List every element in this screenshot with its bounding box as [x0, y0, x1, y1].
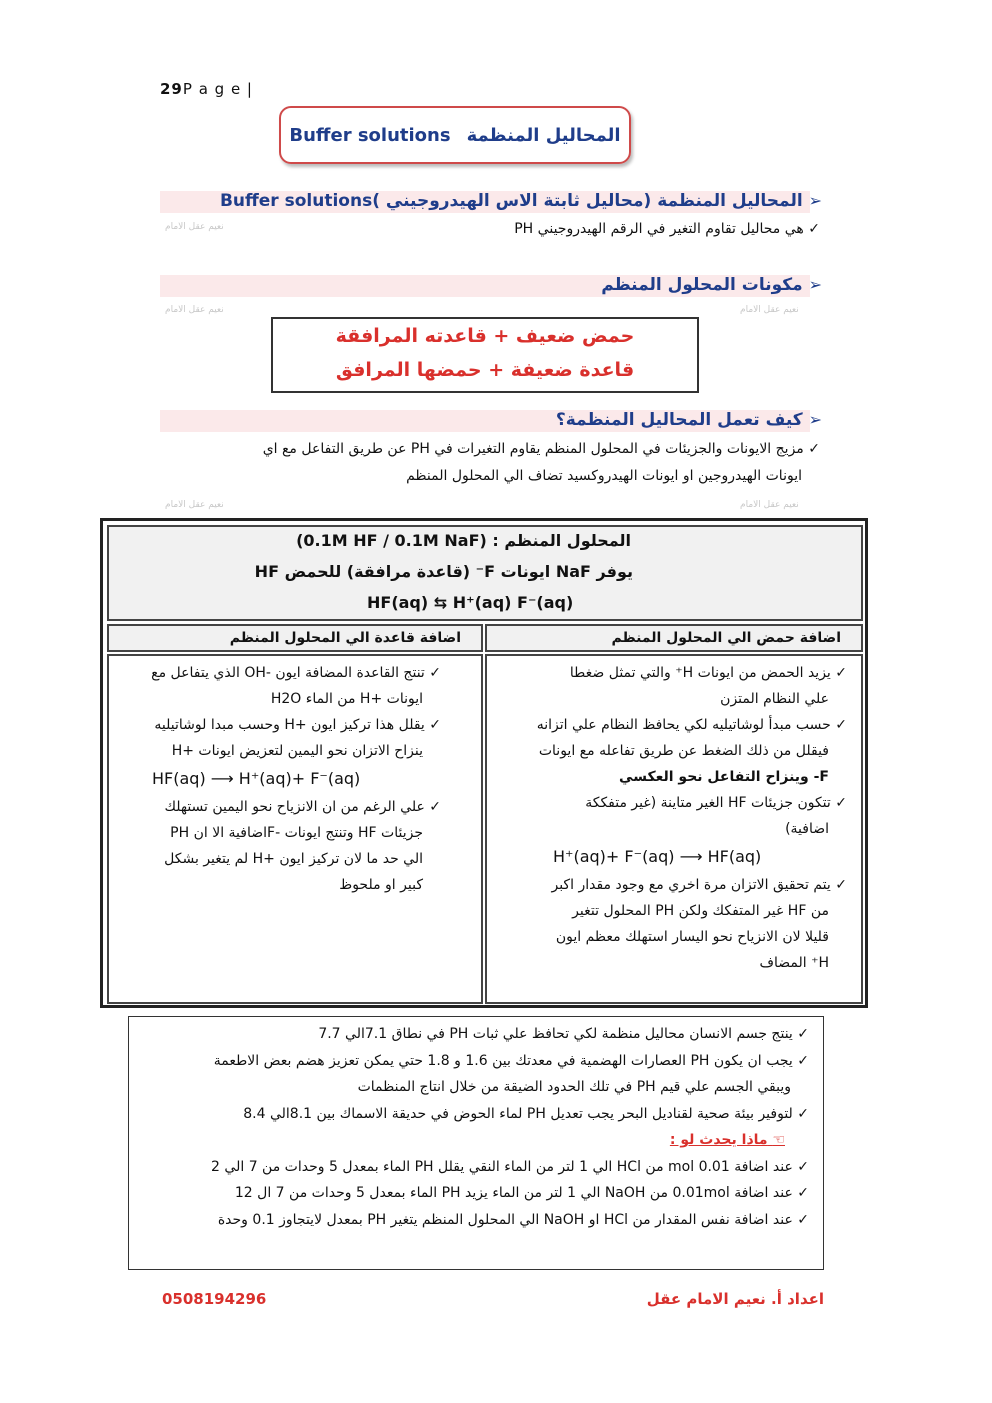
note-item: ✓ عند اضافة نفس المقدار من HCl او NaOH الي المحلول المنظم يتغير PH بمعدل لايتجاوز 0.1 وحدة [217, 1211, 809, 1228]
title-arabic: المحاليل المنظمة [466, 124, 621, 146]
title-box [279, 106, 631, 164]
note-item: ويبقي الجسم علي قيم PH في تلك الحدود الضيقة من خلال انتاج المنظمات [357, 1079, 791, 1095]
what-if-heading: ☜ ماذا يحدث لو : [669, 1132, 785, 1148]
page-number: 29P a g e | [160, 80, 253, 98]
acid-point: فيقلل من ذلك الضغط عن طريق تفاعله مع ايونات [538, 743, 829, 759]
acid-point: قليلا لان الانزياح نحو اليسار استهلك معظم ايون [555, 929, 829, 945]
section-heading-definition: ➢ المحاليل المنظمة (محاليل ثابتة الاس الهيدروجيني )Buffer solutions [219, 191, 822, 211]
components-box [271, 317, 699, 393]
base-point: ✓ تنتج القاعدة المضافة ايون -OH الذي يتفاعل مع [151, 665, 441, 681]
note-item: ✓ ينتج جسم الانسان محاليل منظمة لكي تحافظ علي ثبات PH في نطاق 7.1الي 7.7 [318, 1026, 809, 1042]
base-point: كبير او ملحوظ [339, 877, 423, 893]
acid-point: ✓ يتم تحقيق الاتزان مرة اخري مع وجود مقدار اكبر [551, 877, 847, 893]
buffer-example: المحلول المنظم : (0.1M HF / 0.1M NaF) [296, 531, 631, 550]
watermark-text: نعيم عقل الامام [165, 222, 224, 232]
note-item: ✓ عند اضافة 0.01mol من NaOH الي 1 لتر من الماء يزيد PH الماء بمعدل 5 وحدات من 7 ال 12 [234, 1185, 809, 1201]
watermark-text: نعيم عقل الامام [740, 500, 799, 510]
section-heading-components: ➢ مكونات المحلول المنظم [601, 275, 822, 295]
watermark-text: نعيم عقل الامام [165, 500, 224, 510]
base-point: ✓ يقلل هذا تركيز ايون +H وحسب مبدا لوشاتيليه [154, 717, 441, 733]
arrow-bullet-icon: ➢ [808, 410, 822, 429]
acid-point: H⁺ المضاف [759, 955, 829, 971]
definition-point: ✓ هي محاليل تقاوم التغير في الرقم الهيدروجيني PH [514, 221, 820, 237]
acid-point: علي النظام المتزن [720, 691, 829, 707]
acid-point: ✓ حسب مبدأ لوشاتيليه لكي يحافظ النظام علي اتزانه [536, 717, 847, 733]
acid-point: اضافية) [785, 821, 829, 837]
acid-point: من HF غير المتفكك ولكن PH المحلول تتغير [572, 903, 829, 919]
arrow-bullet-icon: ➢ [808, 191, 822, 210]
pointing-hand-icon: ☜ [772, 1132, 785, 1148]
acid-reaction-equation: H⁺(aq)+ F⁻(aq) ⟶ HF(aq) [553, 847, 762, 866]
buffer-description: يوفر NaF ايونات F⁻ (قاعدة مرافقة) للحمض HF [254, 562, 633, 581]
notes-box [128, 1016, 824, 1270]
check-icon: ✓ [808, 221, 820, 237]
note-item: ✓ يجب ان يكون PH العصارات الهضمية في معدتك بين 1.6 و 1.8 حتي يمكن تعزيز هضم بعض الاطعمة [213, 1052, 809, 1069]
base-reaction-equation: HF(aq) ⟶ H⁺(aq)+ F⁻(aq) [152, 769, 361, 788]
equilibrium-equation: HF(aq) ⇆ H⁺(aq) F⁻(aq) [367, 593, 574, 612]
check-icon: ✓ [808, 441, 820, 457]
footer-phone: 0508194296 [162, 1290, 267, 1308]
base-point: ✓ علي الرغم من ان الانزياح نحو اليمين تستهلك [164, 799, 441, 815]
acid-point: ✓ تتكون جزيئات HF الغير متاينة (غير متفككة [585, 795, 847, 811]
section-heading-how-it-works: ➢ كيف تعمل المحاليل المنظمة؟ [555, 410, 822, 430]
column-header-add-base: اضافة قاعدة الي المحلول المنظم [107, 624, 483, 652]
column-add-base [107, 654, 483, 1004]
note-item: ✓ لتوفير بيئة صحية لقناديل البحر يجب تعديل PH لماء الحوض في حديقة الاسماك بين 8.1الي 8.4 [243, 1105, 809, 1122]
column-add-acid [485, 654, 863, 1004]
column-header-add-acid: اضافة حمض الي المحلول المنظم [485, 624, 863, 652]
base-point: ايونات +H من الماء H2O [270, 691, 423, 707]
title-english: Buffer solutions [289, 124, 451, 146]
watermark-text: نعيم عقل الامام [165, 305, 224, 315]
component-line-base: قاعدة ضعيفة + حمضها المرافق [335, 359, 635, 381]
base-point: ينزاح الاتزان نحو اليمين لتعزيض ايونات +H [171, 743, 423, 759]
acid-point: ✓ يزيد الحمض من ايونات H⁺ والتي تمثل ضغطا [569, 665, 847, 681]
base-point: جزيئات HF وتنتج ايونات -Fاضافية الا ان PH [170, 825, 423, 841]
footer-author: اعداد أ. نعيم الامام عقل [646, 1290, 824, 1308]
arrow-bullet-icon: ➢ [808, 275, 822, 294]
component-line-acid: حمض ضعيف + قاعدته المرافقة [335, 325, 635, 347]
note-item: ✓ عند اضافة 0.01 mol من HCl الي 1 لتر من الماء النقي يقلل PH الماء بمعدل 5 وحدات من 7 الي 2 [211, 1158, 809, 1175]
watermark-text: نعيم عقل الامام [740, 305, 799, 315]
base-point: الي حد ما لان تركيز ايون +H لم يتغير بشكل [164, 851, 423, 867]
acid-point: F- وينزاح التفاعل نحو العكسي [619, 769, 829, 785]
how-it-works-line2: ايونات الهيدروجين او ايونات الهيدروكسيد تضاف الي المحلول المنظم [406, 468, 802, 484]
table-header-cell [107, 525, 863, 621]
how-it-works-line1: ✓ مزيج الايونات والجزيئات في المحلول المنظم يقاوم التغيرات في PH عن طريق التفاعل مع اي [262, 441, 820, 457]
